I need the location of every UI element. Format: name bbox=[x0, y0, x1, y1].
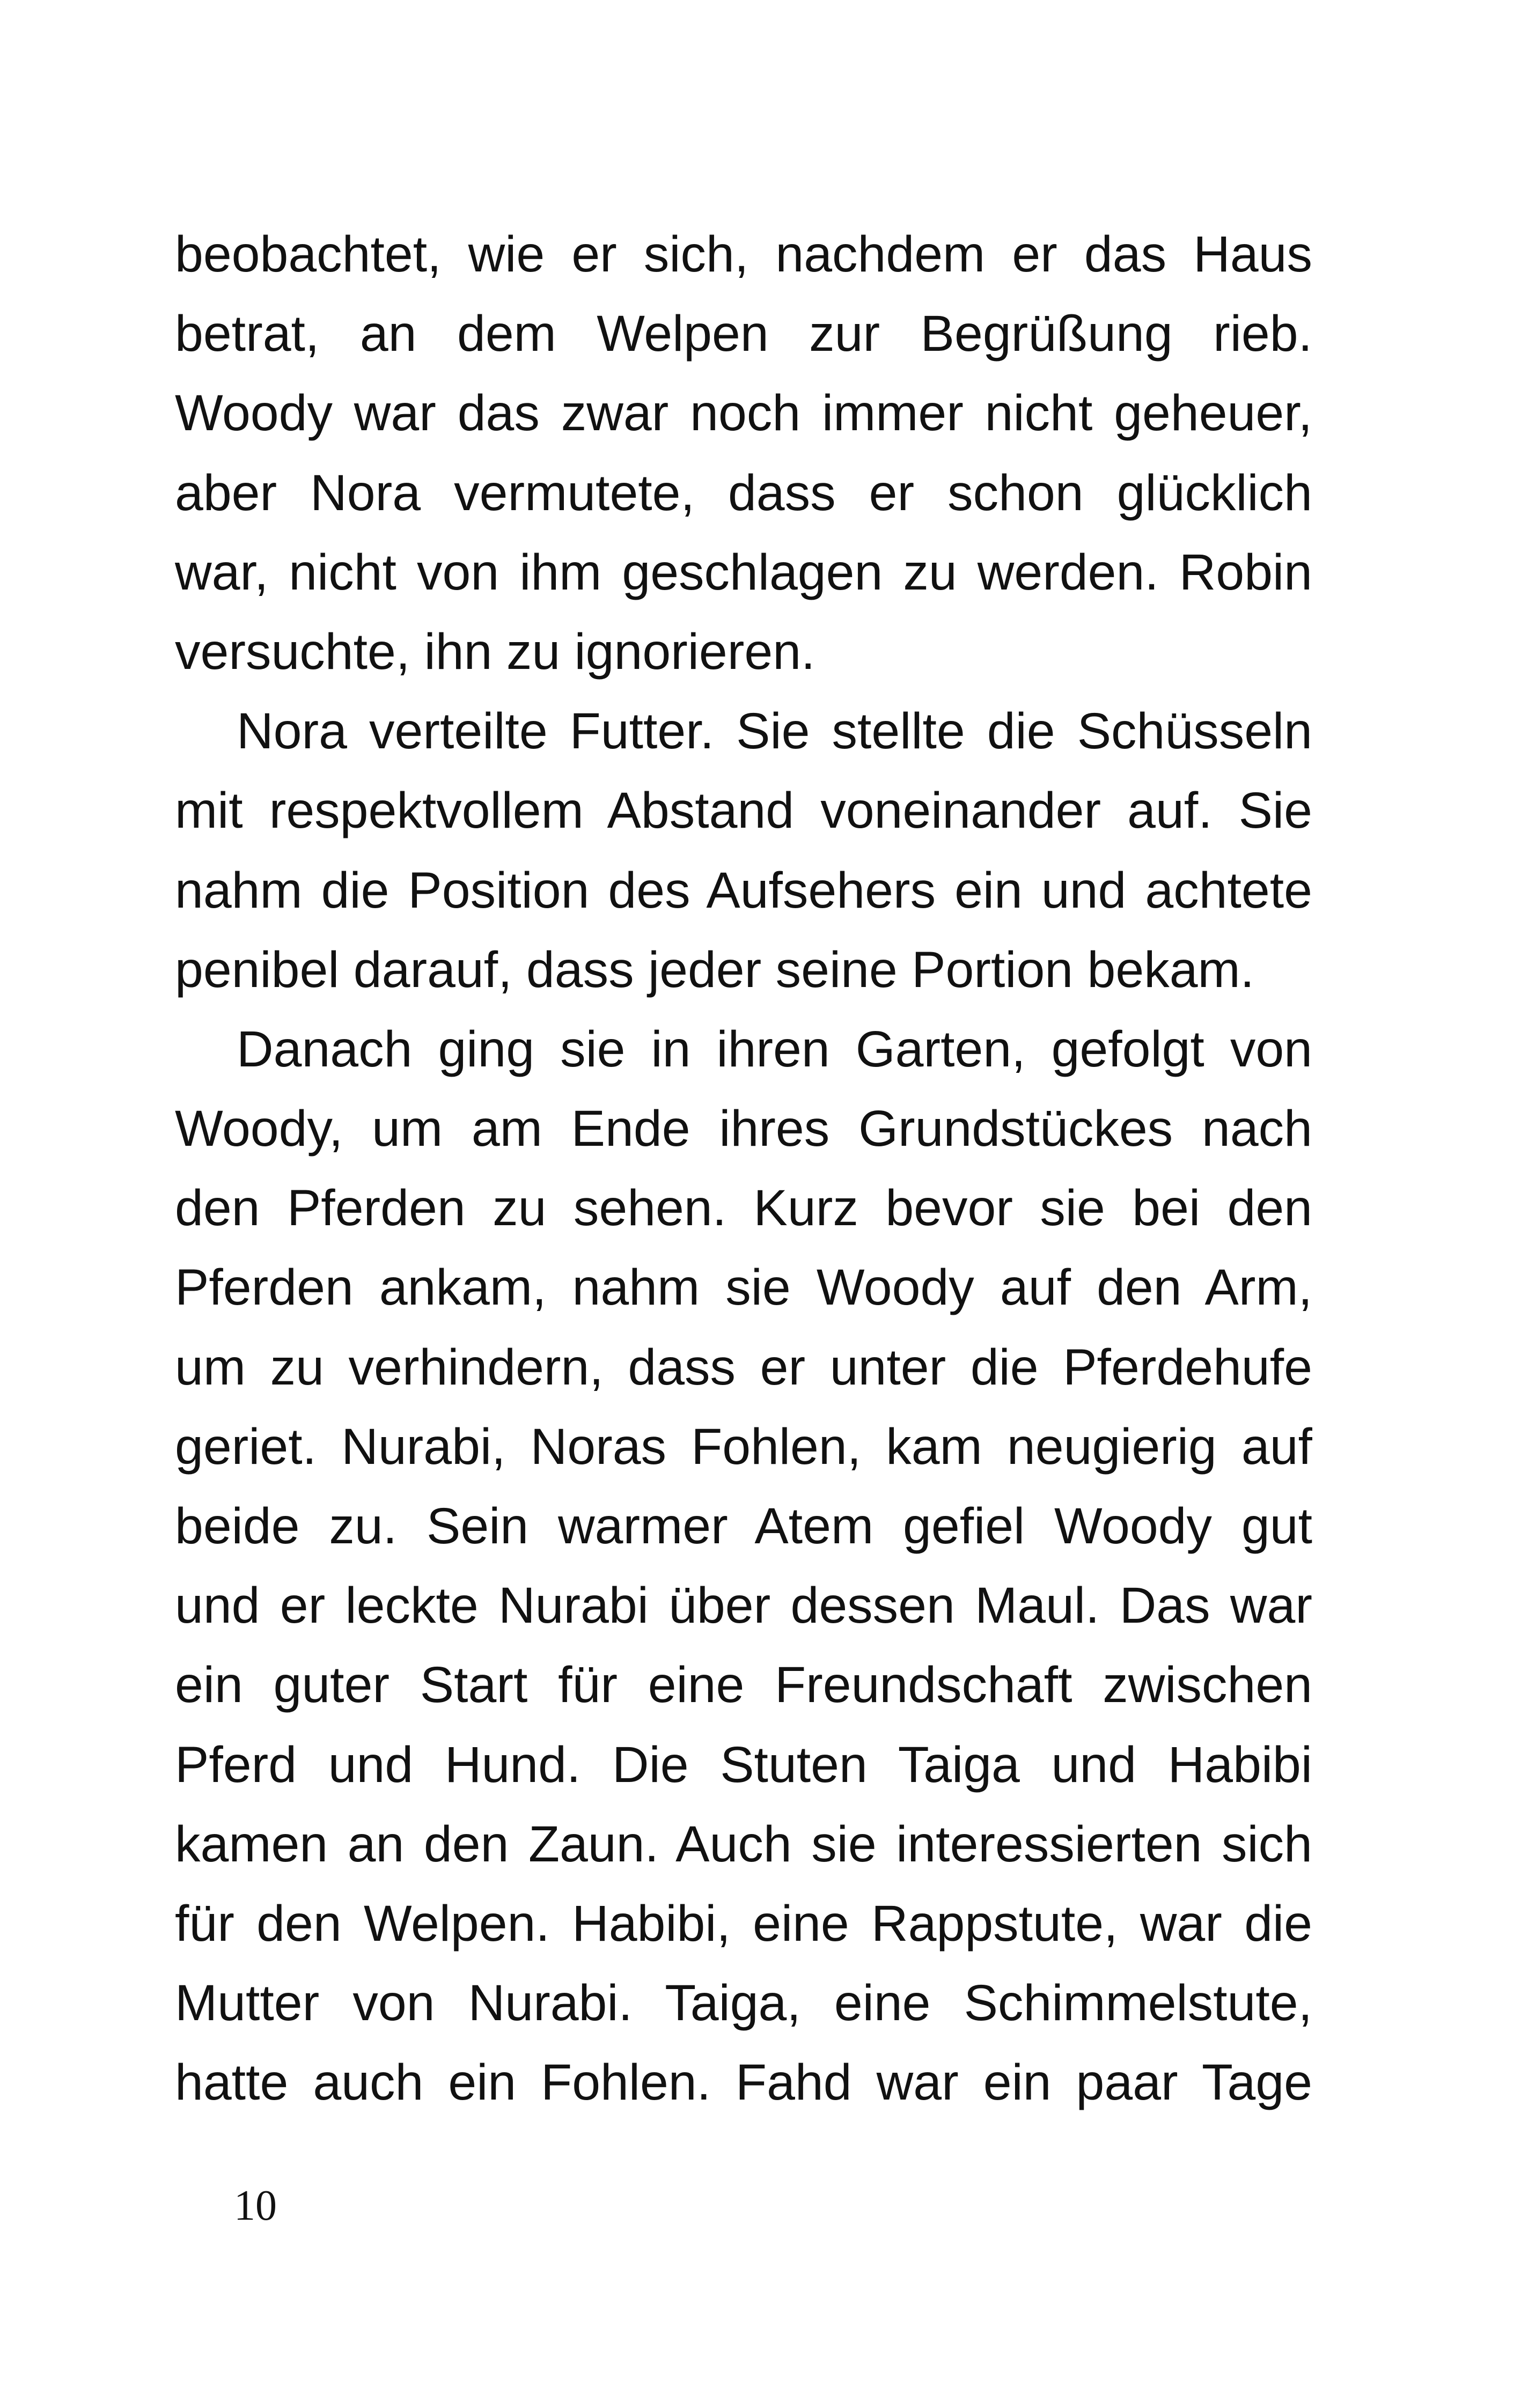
text-line: Nora verteilte Futter. Sie stellte die Schüsseln bbox=[237, 703, 1312, 760]
text-line: nahm die Position des Aufsehers ein und achtete bbox=[175, 861, 1312, 919]
text-line: ein guter Start für eine Freundschaft zwischen bbox=[175, 1656, 1312, 1714]
text-line: kamen an den Zaun. Auch sie interessierten sich bbox=[175, 1815, 1312, 1873]
text-line: beide zu. Sein warmer Atem gefiel Woody gut bbox=[175, 1498, 1312, 1555]
text-line: Woody, um am Ende ihres Grundstückes nach bbox=[175, 1100, 1312, 1158]
text-line: geriet. Nurabi, Noras Fohlen, kam neugierig auf bbox=[175, 1418, 1312, 1475]
text-line: Mutter von Nurabi. Taiga, eine Schimmelstute, bbox=[175, 1975, 1312, 2032]
text-line: Pferd und Hund. Die Stuten Taiga und Habibi bbox=[175, 1736, 1312, 1793]
text-line: um zu verhindern, dass er unter die Pferdehufe bbox=[175, 1338, 1312, 1396]
page-number: 10 bbox=[234, 2182, 277, 2229]
text-line: hatte auch ein Fohlen. Fahd war ein paar Tage bbox=[175, 2054, 1312, 2111]
text-line: Danach ging sie in ihren Garten, gefolgt von bbox=[237, 1020, 1312, 1078]
text-line: und er leckte Nurabi über dessen Maul. Das war bbox=[175, 1577, 1312, 1634]
text-line: versuchte, ihn zu ignorieren. bbox=[175, 623, 815, 680]
text-line: Woody war das zwar noch immer nicht geheuer, bbox=[175, 385, 1312, 442]
text-line: penibel darauf, dass jeder seine Portion bekam. bbox=[175, 941, 1255, 998]
text-line: betrat, an dem Welpen zur Begrüßung rieb. bbox=[175, 305, 1312, 363]
text-line: mit respektvollem Abstand voneinander auf. Sie bbox=[175, 782, 1312, 840]
body-text bbox=[175, 215, 1312, 2123]
text-line: war, nicht von ihm geschlagen zu werden. Robin bbox=[175, 543, 1312, 601]
text-line: für den Welpen. Habibi, eine Rappstute, war die bbox=[175, 1895, 1312, 1952]
text-line: den Pferden zu sehen. Kurz bevor sie bei den bbox=[175, 1180, 1312, 1237]
text-line: beobachtet, wie er sich, nachdem er das Haus bbox=[175, 226, 1312, 283]
text-line: Pferden ankam, nahm sie Woody auf den Arm, bbox=[175, 1259, 1312, 1316]
text-line: aber Nora vermutete, dass er schon glücklich bbox=[175, 464, 1312, 521]
